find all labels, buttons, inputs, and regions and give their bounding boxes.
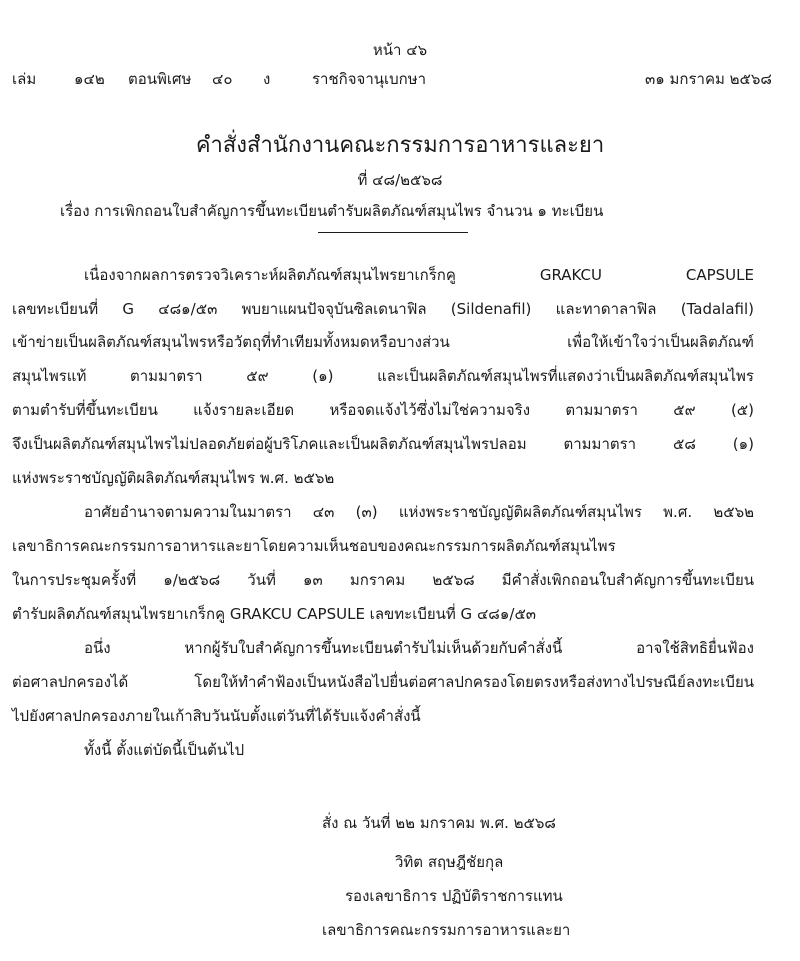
paragraph-line: ทั้งนี้ ตั้งแต่บัดนี้เป็นต้นไป	[84, 741, 245, 759]
order-number: ที่ ๔๘/๒๕๖๘	[357, 171, 443, 189]
paragraph-line: จึงเป็นผลิตภัณฑ์สมุนไพรไม่ปลอดภัยต่อผู้บริโภคและเป็นผลิตภัณฑ์สมุนไพรปลอม ตามมาตรา ๕๘ (๑)	[12, 435, 754, 453]
publication-date: ๓๑ มกราคม ๒๕๖๘	[644, 70, 772, 88]
volume-number: ๑๔๒	[74, 70, 105, 88]
document-title: คำสั่งสำนักงานคณะกรรมการอาหารและยา	[195, 133, 605, 158]
page-number: หน้า ๔๖	[372, 41, 428, 59]
paragraph-line: อาศัยอำนาจตามความในมาตรา ๔๓ (๓) แห่งพระราชบัญญัติผลิตภัณฑ์สมุนไพร พ.ศ. ๒๕๖๒	[84, 503, 754, 521]
paragraph-line: ตามตำรับที่ขึ้นทะเบียน แจ้งรายละเอียด หรือจดแจ้งไว้ซึ่งไม่ใช่ความจริง ตามมาตรา ๕๙ (๕)	[12, 401, 754, 419]
signatory-organization: เลขาธิการคณะกรรมการอาหารและยา	[322, 921, 571, 939]
paragraph-line: ต่อศาลปกครองได้ โดยให้ทำคำฟ้องเป็นหนังสือไปยื่นต่อศาลปกครองโดยตรงหรือส่งทางไปรษณีย์ลงทะเบียน	[12, 673, 754, 691]
paragraph-line: ไปยังศาลปกครองภายในเก้าสิบวันนับตั้งแต่วันที่ได้รับแจ้งคำสั่งนี้	[12, 707, 421, 725]
title-divider	[318, 232, 468, 233]
signatory-name: วิทิต สฤษฎีชัยกุล	[395, 853, 504, 871]
paragraph-line: เนื่องจากผลการตรวจวิเคราะห์ผลิตภัณฑ์สมุนไพรยาเกร็กคู GRAKCU CAPSULE	[84, 266, 754, 284]
issue-number: ๔๐	[212, 70, 233, 88]
volume-label: เล่ม	[12, 70, 37, 88]
signatory-position: รองเลขาธิการ ปฏิบัติราชการแทน	[345, 887, 563, 905]
subject-line: เรื่อง การเพิกถอนใบสำคัญการขึ้นทะเบียนตำรับผลิตภัณฑ์สมุนไพร จำนวน ๑ ทะเบียน	[60, 202, 604, 220]
issue-label: ตอนพิเศษ	[128, 70, 192, 88]
paragraph-line: แห่งพระราชบัญญัติผลิตภัณฑ์สมุนไพร พ.ศ. ๒๕๖๒	[12, 469, 335, 487]
paragraph-line: เลขทะเบียนที่ G ๔๘๑/๕๓ พบยาแผนปัจจุบันซิลเดนาฟิล (Sildenafil) และทาดาลาฟิล (Tadalafil)	[12, 300, 754, 318]
paragraph-line: เข้าข่ายเป็นผลิตภัณฑ์สมุนไพรหรือวัตถุที่ทำเทียมทั้งหมดหรือบางส่วน เพื่อให้เข้าใจว่าเป็นผลิตภัณฑ์	[12, 333, 754, 351]
paragraph-line: เลขาธิการคณะกรรมการอาหารและยาโดยความเห็นชอบของคณะกรรมการผลิตภัณฑ์สมุนไพร	[12, 537, 616, 555]
gazette-name: ราชกิจจานุเบกษา	[312, 70, 427, 88]
paragraph-line: อนึ่ง หากผู้รับใบสำคัญการขึ้นทะเบียนตำรับไม่เห็นด้วยกับคำสั่งนี้ อาจใช้สิทธิยื่นฟ้อง	[84, 639, 754, 657]
paragraph-line: ในการประชุมครั้งที่ ๑/๒๕๖๘ วันที่ ๑๓ มกราคม ๒๕๖๘ มีคำสั่งเพิกถอนใบสำคัญการขึ้นทะเบียน	[12, 571, 754, 589]
paragraph-line: ตำรับผลิตภัณฑ์สมุนไพรยาเกร็กคู GRAKCU CAPSULE เลขทะเบียนที่ G ๔๘๑/๕๓	[12, 605, 537, 623]
paragraph-line: สมุนไพรแท้ ตามมาตรา ๕๙ (๑) และเป็นผลิตภัณฑ์สมุนไพรที่แสดงว่าเป็นผลิตภัณฑ์สมุนไพร	[12, 367, 754, 385]
signing-date: สั่ง ณ วันที่ ๒๒ มกราคม พ.ศ. ๒๕๖๘	[322, 814, 556, 832]
section-letter: ง	[263, 70, 271, 88]
